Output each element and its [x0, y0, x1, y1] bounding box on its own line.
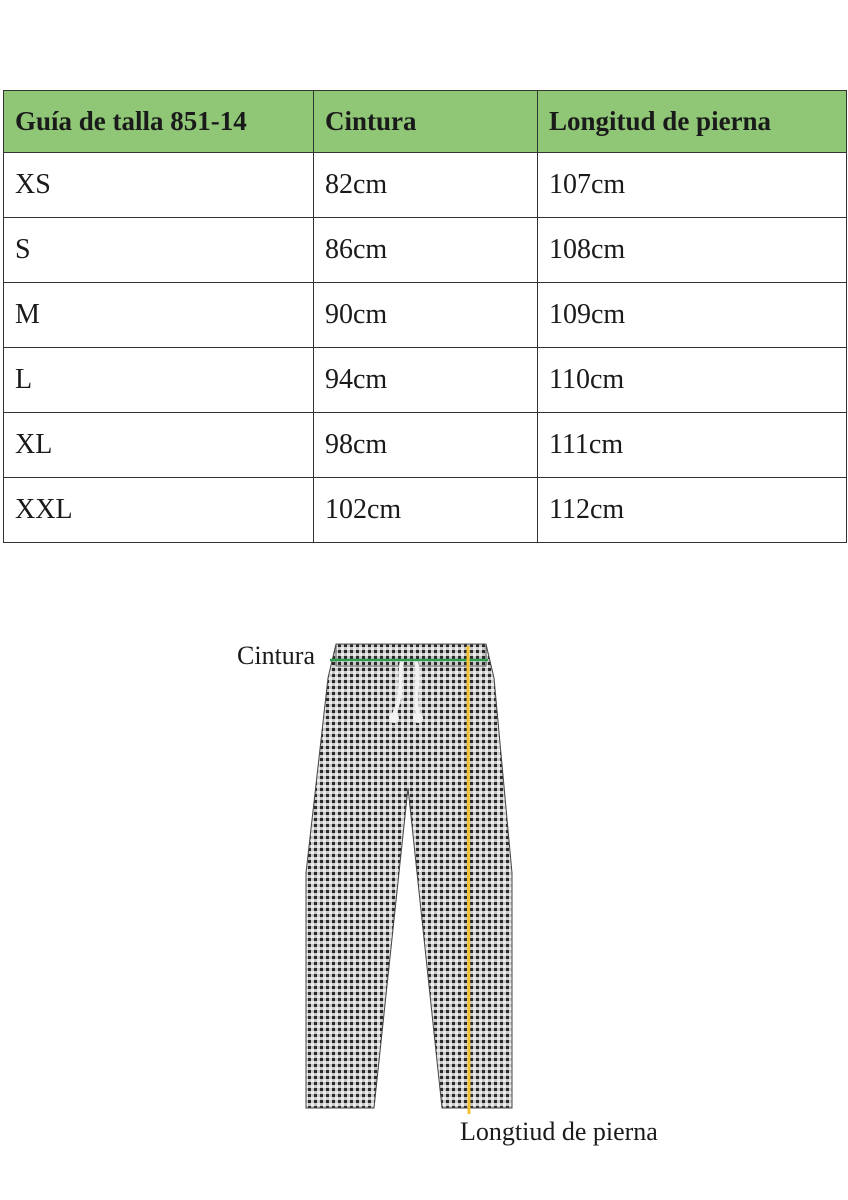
table-row [4, 218, 847, 283]
size-cell: L [4, 348, 314, 413]
size-cell: M [4, 283, 314, 348]
leg-length-cell: 108cm [538, 218, 847, 283]
waist-cell: 94cm [314, 348, 538, 413]
table-row [4, 153, 847, 218]
header-waist: Cintura [314, 91, 538, 153]
size-guide-table [3, 90, 847, 543]
leg-length-cell: 111cm [538, 413, 847, 478]
waist-cell: 86cm [314, 218, 538, 283]
measurement-diagram [0, 600, 848, 1200]
waist-cell: 98cm [314, 413, 538, 478]
chef-pants-image [290, 638, 530, 1118]
table-header-row [4, 91, 847, 153]
table-row [4, 478, 847, 543]
waist-label: Cintura [237, 641, 315, 670]
leg-length-measure-line [468, 646, 469, 1114]
waist-cell: 82cm [314, 153, 538, 218]
size-cell: XL [4, 413, 314, 478]
leg-length-cell: 110cm [538, 348, 847, 413]
waist-cell: 102cm [314, 478, 538, 543]
table-row [4, 413, 847, 478]
size-cell: XS [4, 153, 314, 218]
pants-shape [306, 644, 512, 1108]
header-size-guide: Guía de talla 851-14 [4, 91, 314, 153]
leg-length-cell: 109cm [538, 283, 847, 348]
table-row [4, 348, 847, 413]
size-cell: XXL [4, 478, 314, 543]
leg-length-label: Longtiud de pierna [460, 1117, 658, 1146]
header-leg-length: Longitud de pierna [538, 91, 847, 153]
leg-length-cell: 107cm [538, 153, 847, 218]
size-cell: S [4, 218, 314, 283]
table-row [4, 283, 847, 348]
waist-cell: 90cm [314, 283, 538, 348]
leg-length-cell: 112cm [538, 478, 847, 543]
